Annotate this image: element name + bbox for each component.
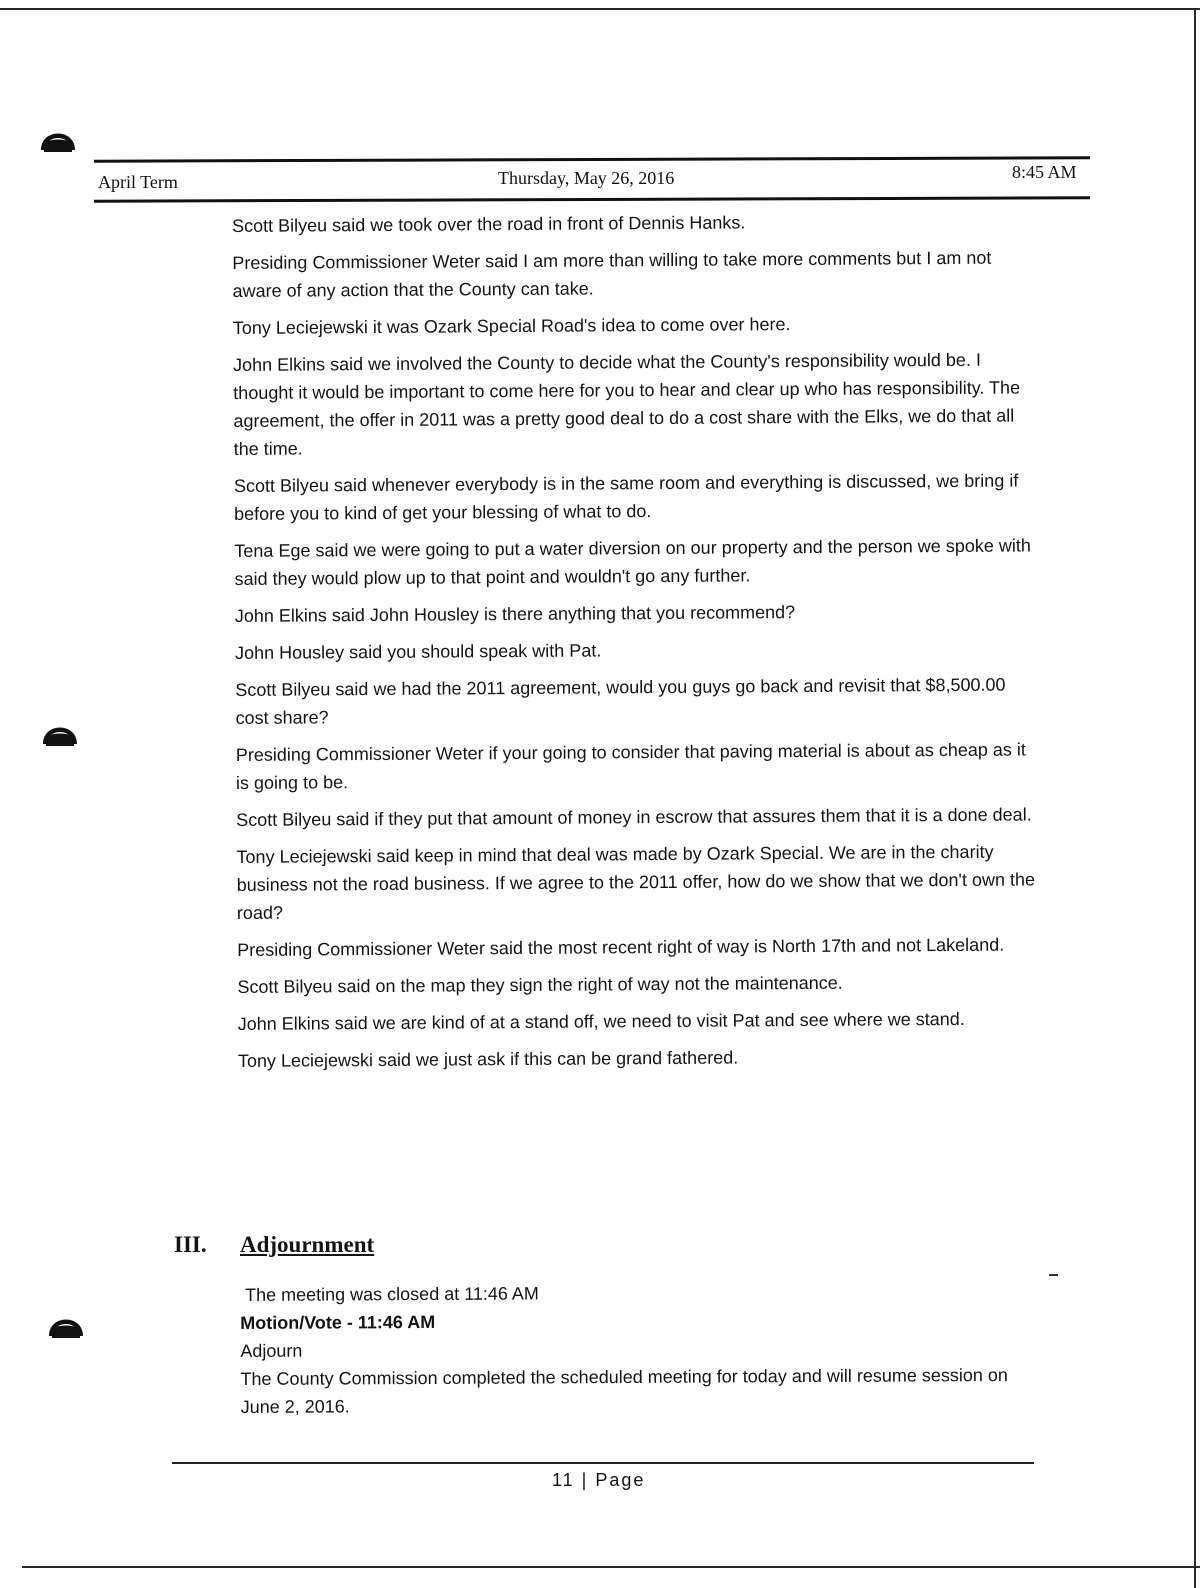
adjournment-block: [240, 1277, 1041, 1421]
paragraph: Presiding Commissioner Weter said I am more than willing to take more comments but I am not aware of any action that the County can take.: [232, 247, 992, 301]
paragraph: Presiding Commissioner Weter if your going to consider that paving material is about as cheap as it is going to be.: [235, 739, 1026, 793]
paragraph: Tony Leciejewski it was Ozark Special Road's idea to come over here.: [232, 314, 791, 338]
scan-border-bottom: [22, 1566, 1200, 1568]
paragraph: John Elkins said John Housley is there anything that you recommend?: [234, 602, 796, 626]
adjourn-line: Adjourn: [240, 1340, 303, 1361]
minutes-body: [232, 206, 1038, 1084]
paragraph: Scott Bilyeu said if they put that amount of money in escrow that assures them that it is a done deal.: [236, 804, 1032, 830]
section-number: III.: [174, 1232, 207, 1257]
header-rule-bottom: [94, 196, 1090, 202]
adjourn-summary: The County Commission completed the scheduled meeting for today and will resume session on June 2, 2016.: [240, 1364, 1008, 1417]
footer-rule: [172, 1462, 1034, 1464]
scan-border-top: [0, 8, 1200, 10]
punch-hole-icon: [38, 120, 78, 156]
header-term: April Term: [98, 172, 178, 192]
header-date: Thursday, May 26, 2016: [498, 168, 675, 188]
paragraph: John Housley said you should speak with Pat.: [235, 640, 602, 663]
header-rule-top: [94, 156, 1090, 162]
page-number: 11 | Page: [552, 1470, 646, 1490]
section-title: Adjournment: [240, 1232, 375, 1257]
paragraph: John Elkins said we are kind of at a stand off, we need to visit Pat and see where we stand.: [237, 1008, 965, 1034]
punch-hole-icon: [40, 714, 80, 750]
paragraph: Tony Leciejewski said we just ask if this can be grand fathered.: [237, 1047, 739, 1071]
motion-vote-line: Motion/Vote - 11:46 AM: [240, 1311, 436, 1333]
paragraph: Tony Leciejewski said keep in mind that deal was made by Ozark Special. We are in the charity business not the road business. If we agree to the 2011 offer, how do we show that we don't own the road?: [236, 841, 1036, 923]
paragraph: Scott Bilyeu said on the map they sign the right of way not the maintenance.: [237, 972, 843, 997]
paragraph: John Elkins said we involved the County to decide what the County's responsibility would be. I thought it would be important to come here for you to hear and clear up who has responsibility. The agreement, the offer in 2011 was a pretty good deal to do a cost share with the Elks, we do that all the time.: [232, 349, 1021, 459]
punch-hole-icon: [46, 1306, 86, 1342]
header-time: 8:45 AM: [1012, 162, 1077, 182]
paragraph: Scott Bilyeu said whenever everybody is in the same room and everything is discussed, we bring if before you to kind of get your blessing of what to do.: [233, 470, 1019, 524]
scan-border-right: [1194, 8, 1196, 1588]
paragraph: Presiding Commissioner Weter said the most recent right of way is North 17th and not Lakeland.: [237, 934, 1005, 960]
paragraph: Scott Bilyeu said we had the 2011 agreement, would you guys go back and revisit that $8,500.00 cost share?: [235, 674, 1006, 728]
stray-mark: [1049, 1274, 1058, 1276]
meeting-closed-line: The meeting was closed at 11:46 AM: [245, 1283, 539, 1305]
paragraph: Tena Ege said we were going to put a water diversion on our property and the person we spoke with said they would plow up to that point and wouldn't go any further.: [234, 535, 1031, 589]
section-heading: [174, 1232, 374, 1258]
paragraph: Scott Bilyeu said we took over the road in front of Dennis Hanks.: [232, 212, 746, 236]
